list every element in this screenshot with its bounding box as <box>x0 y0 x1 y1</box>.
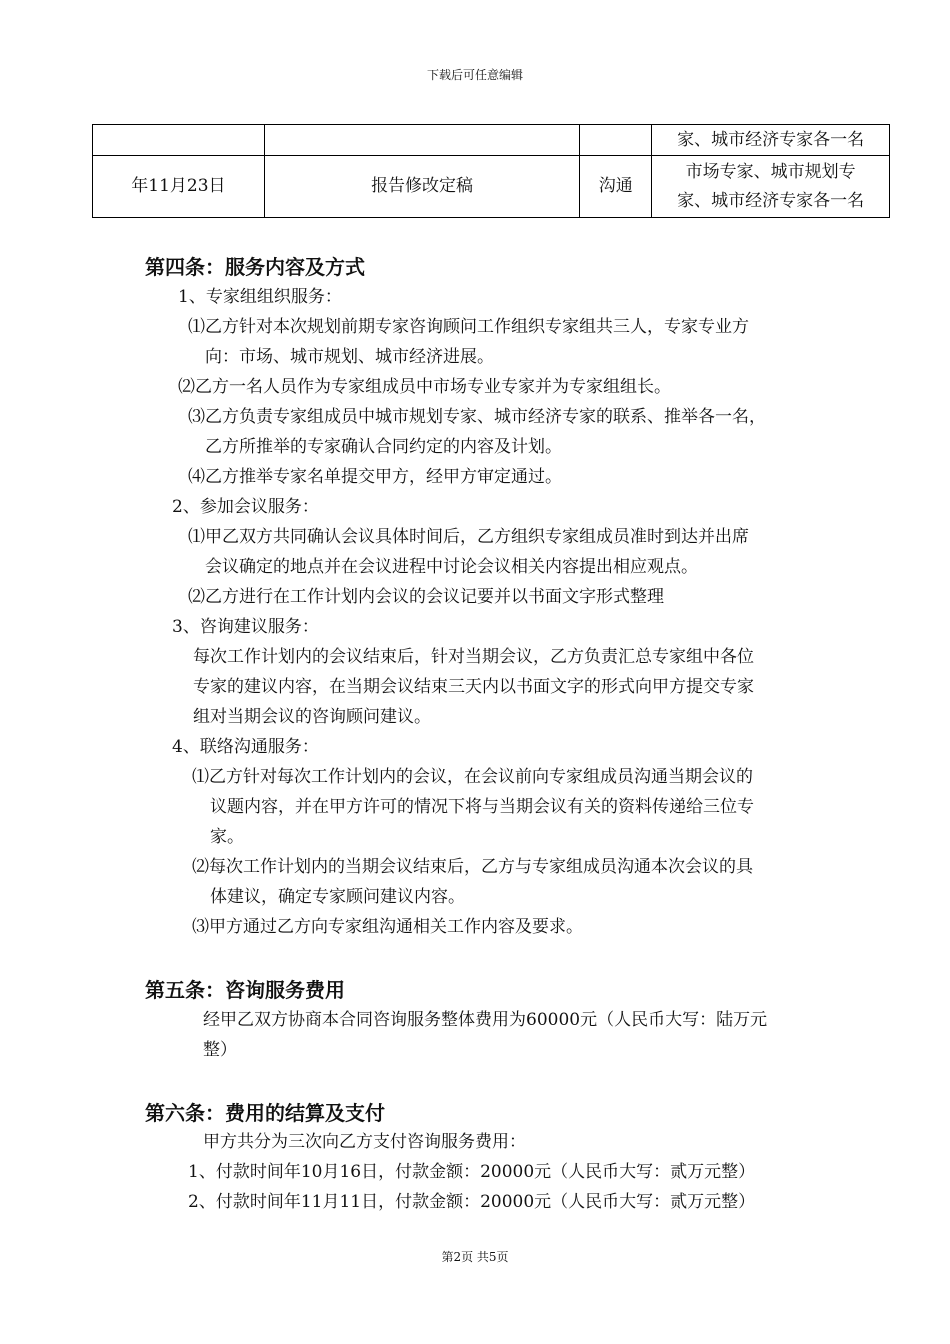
experts-line: 家、城市经济专家各一名 <box>677 190 865 211</box>
s4-item-1-1-line-1: ⑴乙方针对本次规划前期专家咨询顾问工作组织专家组共三人，专家专业方 <box>188 317 749 337</box>
s6-paragraph: 甲方共分为三次向乙方支付咨询服务费用： <box>203 1132 526 1152</box>
s4-item-1-4: ⑷乙方推举专家名单提交甲方，经甲方审定通过。 <box>188 467 562 487</box>
s4-item-1-heading: 1、专家组组织服务： <box>178 287 342 307</box>
s4-item-2-2: ⑵乙方进行在工作计划内会议的会议记要并以书面文字形式整理 <box>188 587 664 607</box>
s4-item-3-heading: 3、咨询建议服务： <box>172 617 319 637</box>
s5-paragraph-line-2: 整） <box>203 1040 237 1060</box>
s4-item-4-heading: 4、联络沟通服务： <box>172 737 319 757</box>
s6-payment-item-1: 1、付款时间年10月16日，付款金额：20000元（人民币大写：贰万元整） <box>188 1162 756 1182</box>
s4-item-1-1-line-2: 向：市场、城市规划、城市经济进展。 <box>205 347 494 367</box>
table-cell-date <box>93 125 265 156</box>
section-4-title: 第四条：服务内容及方式 <box>145 255 365 279</box>
table-cell-content <box>264 125 580 156</box>
s4-item-3-line-2: 专家的建议内容，在当期会议结束三天内以书面文字的形式向甲方提交专家 <box>193 677 754 697</box>
experts-line: 家、城市经济专家各一名 <box>677 129 865 150</box>
schedule-table <box>92 124 890 218</box>
page-header-note: 下载后可任意编辑 <box>426 68 523 82</box>
table-cell-date: 年11月23日 <box>93 156 265 218</box>
page-footer-number: 第2页 共5页 <box>441 1250 509 1264</box>
table-row <box>93 156 890 218</box>
s4-item-1-3-line-2: 乙方所推举的专家确认合同约定的内容及计划。 <box>205 437 562 457</box>
s4-item-1-2: ⑵乙方一名人员作为专家组成员中市场专业专家并为专家组组长。 <box>178 377 671 397</box>
s4-item-1-3-line-1: ⑶乙方负责专家组成员中城市规划专家、城市经济专家的联系、推举各一名， <box>188 407 766 427</box>
s4-item-4-1-line-2: 议题内容，并在甲方许可的情况下将与当期会议有关的资料传递给三位专 <box>210 797 754 817</box>
s4-item-4-2-line-1: ⑵每次工作计划内的当期会议结束后，乙方与专家组成员沟通本次会议的具 <box>192 857 753 877</box>
table-cell-experts <box>652 125 890 156</box>
s4-item-2-1-line-2: 会议确定的地点并在会议进程中讨论会议相关内容提出相应观点。 <box>205 557 698 577</box>
table-cell-type: 沟通 <box>580 156 652 218</box>
table-cell-type <box>580 125 652 156</box>
section-5-title: 第五条：咨询服务费用 <box>145 978 345 1002</box>
s5-paragraph-line-1: 经甲乙双方协商本合同咨询服务整体费用为60000元（人民币大写：陆万元 <box>203 1010 768 1030</box>
s4-item-2-1-line-1: ⑴甲乙双方共同确认会议具体时间后，乙方组织专家组成员准时到达并出席 <box>188 527 749 547</box>
s4-item-3-line-3: 组对当期会议的咨询顾问建议。 <box>193 707 431 727</box>
s4-item-4-1-line-3: 家。 <box>210 827 244 847</box>
experts-line: 市场专家、城市规划专 <box>685 161 856 182</box>
s4-item-4-3: ⑶甲方通过乙方向专家组沟通相关工作内容及要求。 <box>192 917 583 937</box>
table-row <box>93 125 890 156</box>
s4-item-4-2-line-2: 体建议，确定专家顾问建议内容。 <box>210 887 465 907</box>
section-6-title: 第六条：费用的结算及支付 <box>145 1101 385 1125</box>
table-cell-content: 报告修改定稿 <box>264 156 580 218</box>
s4-item-2-heading: 2、参加会议服务： <box>172 497 319 517</box>
s4-item-4-1-line-1: ⑴乙方针对每次工作计划内的会议，在会议前向专家组成员沟通当期会议的 <box>192 767 753 787</box>
s6-payment-item-2: 2、付款时间年11月11日，付款金额：20000元（人民币大写：贰万元整） <box>188 1192 756 1212</box>
s4-item-3-line-1: 每次工作计划内的会议结束后，针对当期会议，乙方负责汇总专家组中各位 <box>193 647 754 667</box>
table-cell-experts <box>652 156 890 218</box>
